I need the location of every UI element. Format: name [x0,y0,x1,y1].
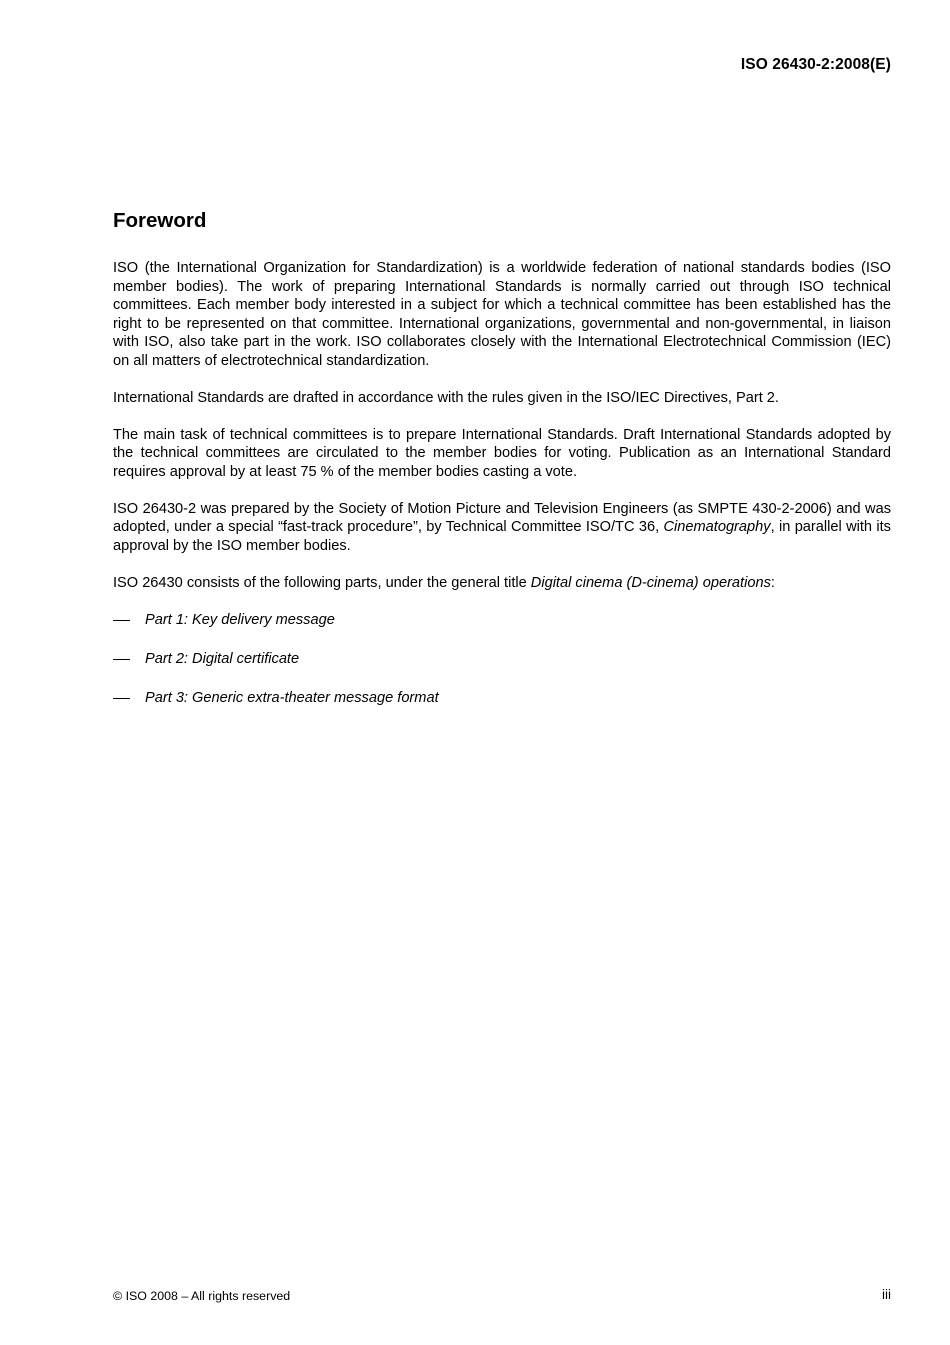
paragraph-preparation [113,500,891,556]
committee-title: Cinematography [663,519,771,535]
paragraph-parts-intro [113,574,891,593]
parts-list [113,611,891,708]
foreword-body [113,259,891,728]
preparation-text-end: , in parallel with its approval by the ISO member bodies. [113,519,891,554]
paragraph-technical-committees: The main task of technical committees is to prepare International Standards. Draft International Standards adopted by the technical committees are circulated to the member bodies for voting. Publication as an International Standard requires approval by at least 75 % of the member bodies casting a vote. [113,426,891,480]
parts-intro-text: ISO 26430 consists of the following parts, under the general title [113,574,531,591]
paragraph-iso-description: ISO (the International Organization for Standardization) is a worldwide federation of national standards bodies (ISO member bodies). The work of preparing International Standards is normally carried out through ISO technical committees. Each member body interested in a subject for which a technical committee has been established has the right to be represented on that committee. International organizations, governmental and non-governmental, in liaison with ISO, also take part in the work. ISO collaborates closely with the International Electrotechnical Commission (IEC) on all matters of electrotechnical standardization. [113,260,891,369]
copyright-notice: © ISO 2008 – All rights reserved [113,1289,291,1303]
part-title: Part 2: Digital certificate [145,650,300,667]
section-title: Foreword [113,209,207,232]
preparation-text: ISO 26430-2 was prepared by the Society of Motion Picture and Television Engineers (as SMPTE 430-2-2006) and was adopted, under a special “fast-track procedure”, by Technical Committee ISO/TC 36, [113,500,891,535]
document-reference: ISO 26430-2:2008(E) [740,56,891,73]
parts-intro-end: : [770,574,775,591]
list-item [113,611,891,630]
part-title: Part 3: Generic extra-theater message format [145,689,439,706]
part-title: Part 1: Key delivery message [145,611,335,628]
general-title: Digital cinema (D-cinema) operations [530,574,771,591]
list-item [113,689,891,708]
paragraph-directives: International Standards are drafted in accordance with the rules given in the ISO/IEC Directives, Part 2. [113,389,779,406]
list-item [113,650,891,669]
page-number: iii [882,1287,891,1302]
